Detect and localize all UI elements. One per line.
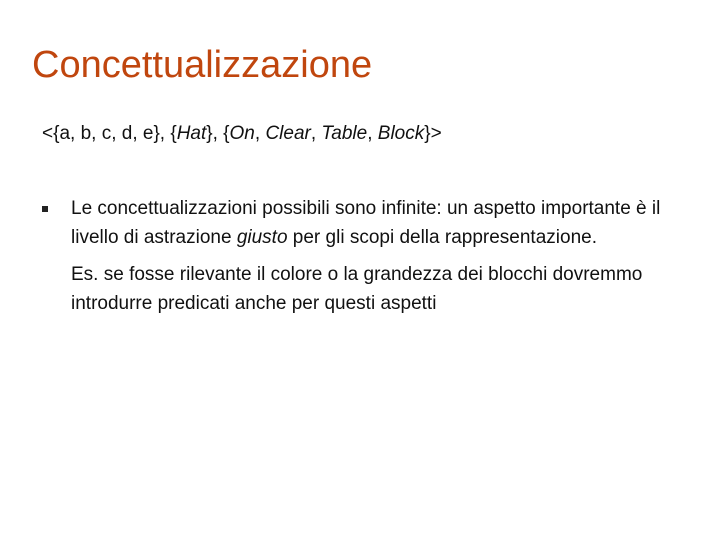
paragraph-text: per gli scopi della rappresentazione. (287, 227, 597, 248)
formula-part: <{a, b, c, d, e}, { (42, 123, 177, 144)
emphasis-giusto: giusto (236, 227, 288, 248)
formula-function-hat: Hat (176, 123, 207, 144)
formula-part: }, { (206, 123, 230, 144)
formula-relation-table: Table (321, 123, 368, 144)
slide-title: Concettualizzazione (32, 44, 373, 86)
formula-part: , (367, 123, 378, 144)
bullet-paragraph-main (71, 194, 692, 252)
bullet-list (42, 194, 692, 318)
conceptualization-formula (42, 121, 442, 147)
bullet-paragraph-example: Es. se fosse rilevante il colore o la grandezza dei blocchi dovremmo introdurre predicati anche per questi aspetti (71, 264, 643, 314)
formula-part: , (310, 123, 322, 144)
paragraph-text: Le concettualizzazioni possibili sono infinite: un aspetto importante è il livello di astrazione (71, 198, 661, 248)
formula-relation-block: Block (377, 123, 425, 144)
formula-part: }> (424, 123, 442, 144)
formula-part: , (254, 123, 266, 144)
formula-relation-clear: Clear (265, 123, 311, 144)
square-bullet-icon (42, 206, 48, 212)
bullet-item (42, 194, 692, 318)
formula-relation-on: On (229, 123, 255, 144)
